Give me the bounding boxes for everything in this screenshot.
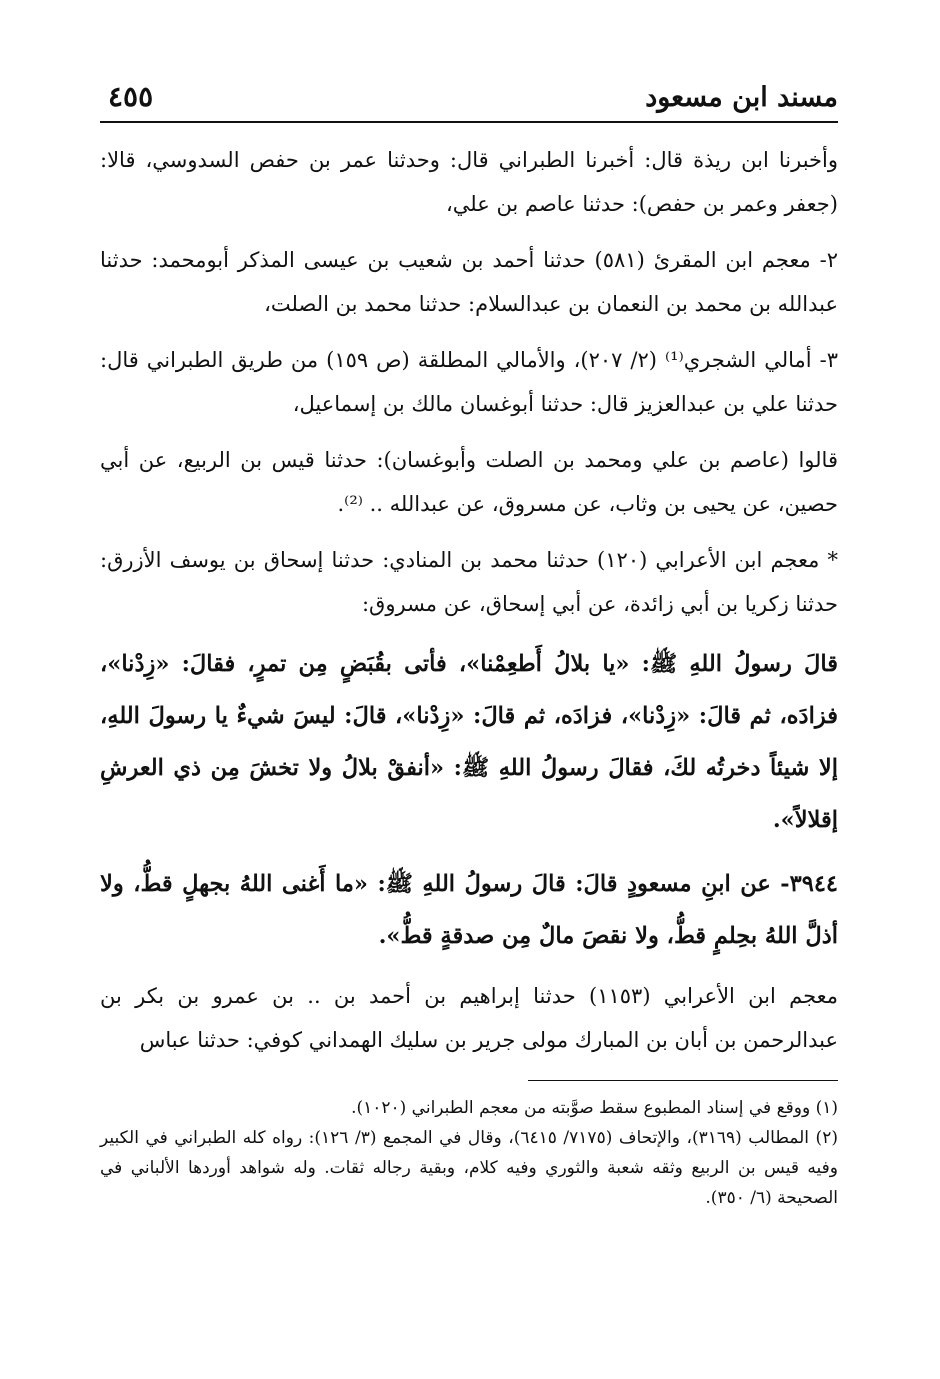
running-title: مسند ابن مسعود [645,82,838,113]
footnote-2: (٢) المطالب (٣١٦٩)، والإتحاف (٧١٧٥/ ٦٤١٥)، وقال في المجمع (٣/ ١٢٦): رواه كله الطبراني في الكبير وفيه قيس بن الربيع وثقه شعبة والثوري وفيه كلام، وبقية رجاله ثقات. وله شواهد أوردها الألباني في الصحيحة (٦/ ٣٥٠). [100,1128,838,1208]
paragraph-chain-common: قالوا (عاصم بن علي ومحمد بن الصلت وأبوغسان): حدثنا قيس بن الربيع، عن أبي حصين، عن يحيى بن وثاب، عن مسروق، عن عبدالله .. ⁽²⁾. [100,448,838,516]
footnotes [100,1093,838,1213]
book-page [100,70,838,1213]
header-rule [100,121,838,123]
footnote-1: (١) ووقع في إسناد المطبوع سقط صوَّبته من معجم الطبراني (١٠٢٠). [351,1098,838,1118]
main-text [100,138,838,1062]
paragraph-source-4: * معجم ابن الأعرابي (١٢٠) حدثنا محمد بن المنادي: حدثنا إسحاق بن يوسف الأزرق: حدثنا زكريا بن أبي زائدة، عن أبي إسحاق، عن مسروق: [100,548,838,616]
hadith-3944: ٣٩٤٤- عن ابنِ مسعودٍ قالَ: قالَ رسولُ اللهِ ﷺ: «ما أَغنى اللهُ بجهلٍ قطُّ، ولا أذلَّ اللهُ بحِلمٍ قطُّ، ولا نقصَ مالٌ مِن صدقةٍ قطُّ». [100,871,838,949]
page-header [100,70,838,122]
hadith-text-bilal: قالَ رسولُ اللهِ ﷺ: «يا بلالُ أَطعِمْنا»، فأتى بقُبَضٍ مِن تمرٍ، فقالَ: «زِدْنا»، فزادَه، ثم قالَ: «زِدْنا»، فزادَه، ثم قالَ: «زِدْنا»، قالَ: ليسَ شيءٌ يا رسولَ اللهِ، إلا شيئاً دخرتُه لكَ، فقالَ رسولُ اللهِ ﷺ: «أنفقْ بلالُ ولا تخشَ مِن ذي العرشِ إقلالاً». [100,651,838,833]
paragraph-chain-1: وأخبرنا ابن ريذة قال: أخبرنا الطبراني قال: وحدثنا عمر بن حفص السدوسي، قالا: (جعفر وعمر بن حفص): حدثنا عاصم بن علي، [100,148,838,216]
paragraph-source-2: ٢- معجم ابن المقرئ (٥٨١) حدثنا أحمد بن شعيب بن عيسى المذكر أبومحمد: حدثنا عبدالله بن محمد بن النعمان بن عبدالسلام: حدثنا محمد بن الصلت، [100,248,839,316]
page-number: ٤٥٥ [108,80,154,113]
paragraph-source-3: ٣- أمالي الشجري⁽¹⁾ (٢/ ٢٠٧)، والأمالي المطلقة (ص ١٥٩) من طريق الطبراني قال: حدثنا علي بن عبدالعزيز قال: حدثنا أبوغسان مالك بن إسماعيل، [100,348,838,416]
paragraph-source-5: معجم ابن الأعرابي (١١٥٣) حدثنا إبراهيم بن أحمد بن .. بن عمرو بن بكر بن عبدالرحمن بن أبان بن المبارك مولى جرير بن سليك الهمداني كوفي: حدثنا عباس [100,984,839,1052]
footnote-rule [528,1080,838,1081]
